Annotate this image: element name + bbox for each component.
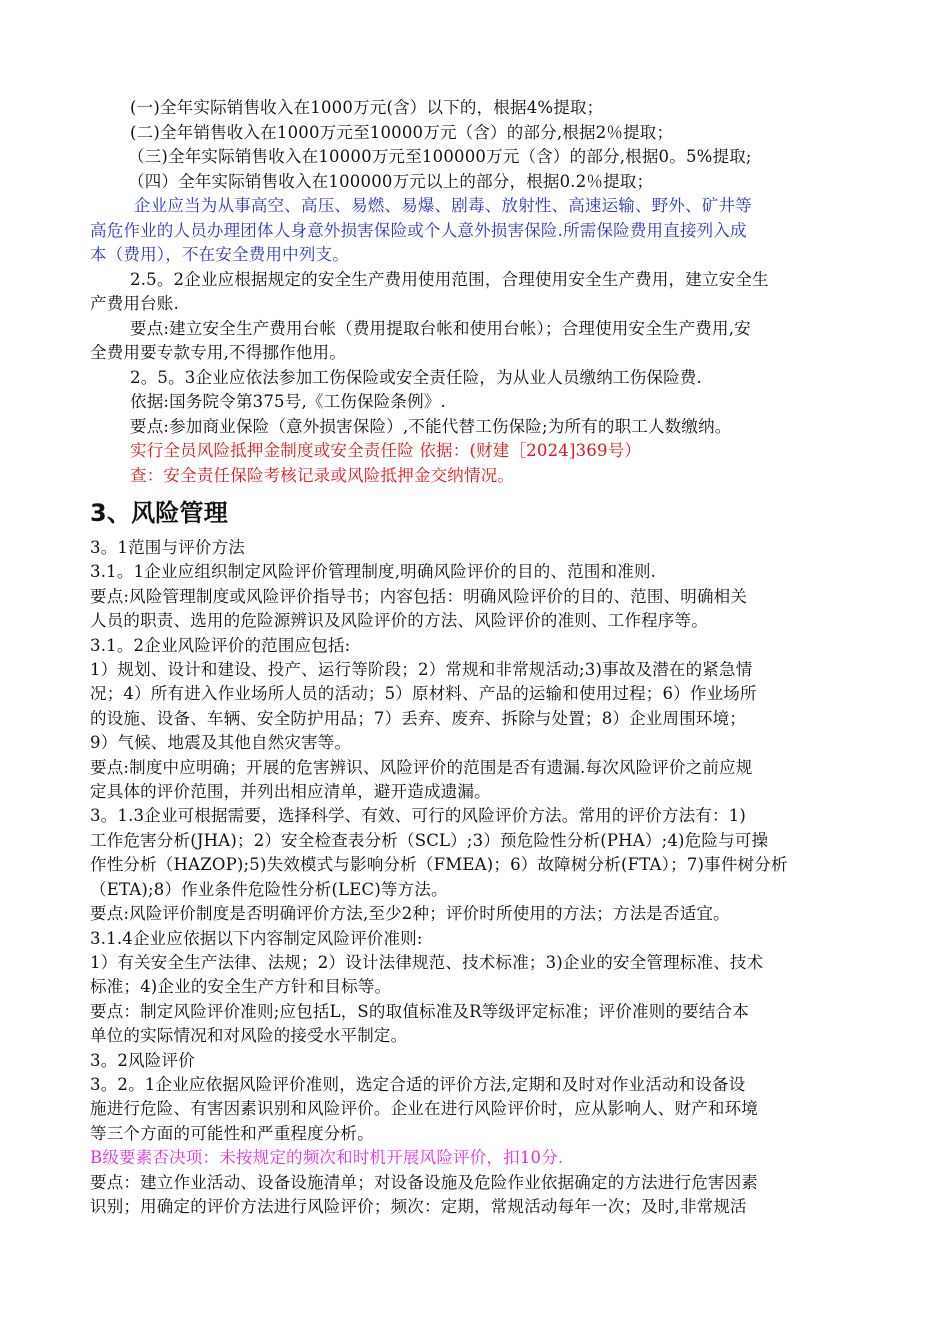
insurance-note-line-2: 高危作业的人员办理团体人身意外损害保险或个人意外损害保险.所需保险费用直接列入成 xyxy=(90,220,747,240)
clause-line-3: （三)全年实际销售收入在10000万元至100000万元（含）的部分,根据0。5%提取; xyxy=(128,147,752,166)
insurance-note-line-1: 企业应当为从事高空、高压、易燃、易爆、剧毒、放射性、高速运输、野外、矿井等 xyxy=(134,196,752,215)
body-line: 要点:制度中应明确；开展的危害辨识、风险评价的范围是否有遗漏.每次风险评价之前应规 xyxy=(90,757,753,777)
body-line: 定具体的评价范围，并列出相应清单，避开造成遗漏。 xyxy=(90,782,491,802)
key-points-line-1: 要点:建立安全生产费用台帐（费用提取台帐和使用台帐）；合理使用安全生产费用,安 xyxy=(130,318,751,338)
body-line: 3。1范围与评价方法 xyxy=(90,538,245,557)
body-line: 等三个方面的可能性和严重程度分析。 xyxy=(90,1123,374,1143)
body-line: 施进行危险、有害因素识别和风险评价。企业在进行风险评价时，应从影响人、财产和环境 xyxy=(90,1099,758,1119)
body-line: 单位的实际情况和对风险的接受水平制定。 xyxy=(90,1026,408,1046)
insurance-note-line-3: 本（费用），不在安全费用中列支。 xyxy=(90,245,349,264)
body-line: 况；4）所有进入作业场所人员的活动；5）原材料、产品的运输和使用过程；6）作业场所 xyxy=(90,684,757,704)
red-note-line-1: 实行全员风险抵押金制度或安全责任险 依据：(财建［2024]369号） xyxy=(130,441,642,460)
body-line: 3.1。1企业应组织制定风险评价管理制度,明确风险评价的目的、范围和准则. xyxy=(90,562,657,582)
body-line: 要点:风险管理制度或风险评价指导书；内容包括：明确风险评价的目的、范围、明确相关 xyxy=(90,586,748,606)
body-line: 识别；用确定的评价方法进行风险评价；频次：定期，常规活动每年一次；及时,非常规活 xyxy=(90,1196,747,1216)
body-line: 3。1.3企业可根据需要，选择科学、有效、可行的风险评价方法。常用的评价方法有：1) xyxy=(90,806,747,826)
red-note-line-2: 查：安全责任保险考核记录或风险抵押金交纳情况。 xyxy=(130,465,515,485)
document-page xyxy=(90,96,860,1219)
section-heading: 3、风险管理 xyxy=(90,499,228,527)
body-line: （ETA);8）作业条件危险性分析(LEC)等方法。 xyxy=(90,879,448,899)
basis-line: 依据:国务院令第375号,《工伤保险条例》. xyxy=(130,392,446,411)
clause-2-5-3: 2。5。3企业应依法参加工伤保险或安全责任险，为从业人员缴纳工伤保险费. xyxy=(130,367,702,387)
body-line: 3。2风险评价 xyxy=(90,1050,195,1070)
body-line: 工作危害分析(JHA)；2）安全检查表分析（SCL）;3）预危险性分析(PHA）;4)危险与可操 xyxy=(90,830,769,850)
clause-line-4: （四）全年实际销售收入在100000万元以上的部分，根据0.2％提取； xyxy=(128,171,654,191)
veto-item-note: B级要素否决项：未按规定的频次和时机开展风险评价，扣10分. xyxy=(90,1148,564,1168)
body-line: 3.1.4企业应依据以下内容制定风险评价准则: xyxy=(90,928,423,948)
body-line: 要点:风险评价制度是否明确评价方法,至少2种；评价时所使用的方法；方法是否适宜。 xyxy=(90,904,730,924)
section-body xyxy=(90,536,860,1219)
clause-2-5-2-line-2: 产费用台账. xyxy=(90,294,179,313)
key-points-insurance: 要点:参加商业保险（意外损害保险）,不能代替工伤保险;为所有的职工人数缴纳。 xyxy=(130,416,732,436)
body-line: 标准；4)企业的安全生产方针和目标等。 xyxy=(90,977,392,997)
body-line: 1）规划、设计和建设、投产、运行等阶段；2）常规和非常规活动;3)事故及潜在的紧急情 xyxy=(90,660,753,680)
key-points-line-2: 全费用要专款专用,不得挪作他用。 xyxy=(90,343,346,362)
body-line: 3。2。1企业应依据风险评价准则，选定合适的评价方法,定期和及时对作业活动和设备设 xyxy=(90,1074,746,1094)
body-line: 人员的职责、选用的危险源辨识及风险评价的方法、风险评价的准则、工作程序等。 xyxy=(90,611,708,631)
body-line: 作性分析（HAZOP);5)失效模式与影响分析（FMEA)；6）故障树分析(FTA）；7)事件树分析 xyxy=(90,855,788,875)
body-line: 的设施、设备、车辆、安全防护用品；7）丢弃、废弃、拆除与处置；8）企业周围环境； xyxy=(90,708,746,728)
body-line: 9）气候、地震及其他自然灾害等。 xyxy=(90,733,352,753)
clause-2-5-2-line-1: 2.5。2企业应根据规定的安全生产费用使用范围，合理使用安全生产费用，建立安全生 xyxy=(130,269,769,289)
clause-line-1: (一)全年实际销售收入在1000万元(含）以下的，根据4%提取； xyxy=(130,98,604,117)
clause-line-2: (二)全年销售收入在1000万元至10000万元（含）的部分,根据2％提取； xyxy=(130,122,674,142)
body-line: 3.1。2企业风险评价的范围应包括: xyxy=(90,635,351,655)
body-line: 1）有关安全生产法律、法规；2）设计法律规范、技术标准；3)企业的安全管理标准、技术 xyxy=(90,952,764,972)
body-line: 要点：制定风险评价准则;应包括L，S的取值标准及R等级评定标准；评价准则的要结合本 xyxy=(90,1001,749,1021)
body-line: 要点：建立作业活动、设备设施清单；对设备设施及危险作业依据确定的方法进行危害因素 xyxy=(90,1172,758,1192)
